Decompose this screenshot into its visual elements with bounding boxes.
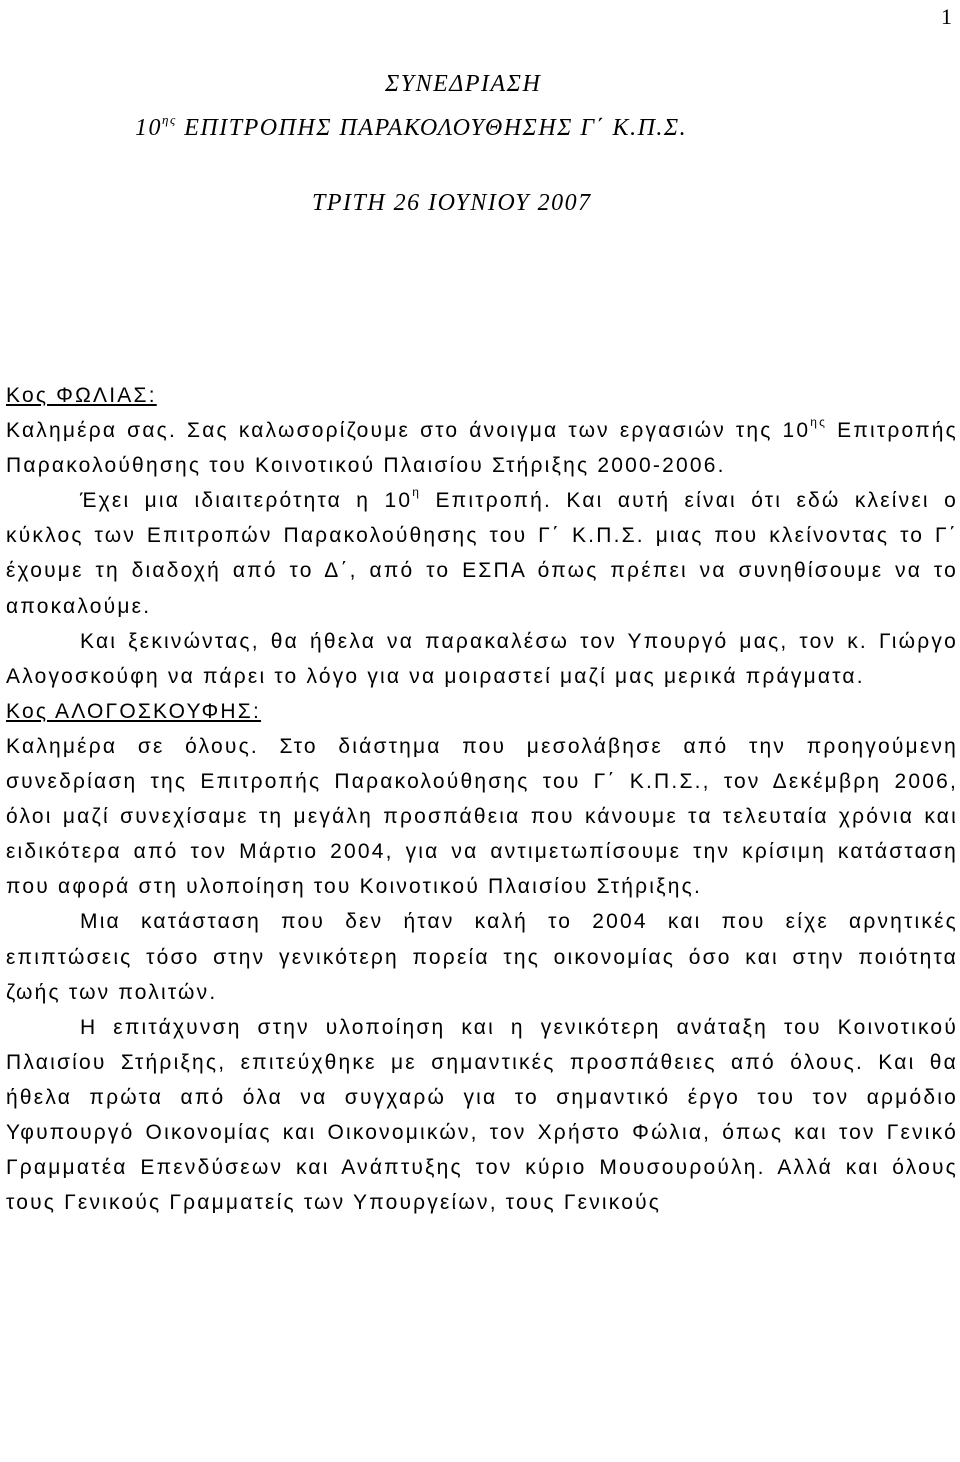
paragraph-welcome-text-b: Επιτροπής Παρακολούθησης του Κοινοτικού Πλαισίου Στήριξης 2000-2006. [6, 419, 958, 478]
paragraph-welcome [6, 413, 958, 483]
paragraph-welcome-text-a: Καλημέρα σας. Σας καλωσορίζουμε στο άνοιγμα των εργασιών της 10 [6, 419, 811, 443]
paragraph-previous-session: Καλημέρα σε όλους. Στο διάστημα που μεσολάβησε από την προηγούμενη συνεδρίαση της Επιτροπής Παρακολούθησης του Γ΄ Κ.Π.Σ., τον Δεκέμβρη 2006, όλοι μαζί συνεχίσαμε τη μεγάλη προσπάθεια που κάνουμε τα τελευταία χρόνια και ειδικότερα από τον Μάρτιο 2004, για να αντιμετωπίσουμε την κρίσιμη κατάσταση που αφορά στη υλοποίηση του Κοινοτικού Πλαισίου Στήριξης. [6, 734, 958, 899]
header-title: ΣΥΝΕΔΡΙΑΣΗ [385, 71, 542, 97]
speaker-alogoskoufis: Κος ΑΛΟΓΟΣΚΟΥΦΗΣ: [6, 699, 262, 723]
header-committee [135, 112, 688, 141]
header-committee-number: 10 [135, 115, 162, 141]
paragraph-peculiarity-suffix: η [412, 485, 422, 500]
speaker-foliass: Κος ΦΩΛΙΑΣ: [6, 384, 157, 407]
paragraph-situation-2004: Μια κατάσταση που δεν ήταν καλή το 2004 και που είχε αρνητικές επιπτώσεις τόσο στην γενικότερη πορεία της οικονομίας όσο και στην ποιότητα ζωής των πολιτών. [6, 910, 958, 1004]
paragraph-acceleration: Η επιτάχυνση στην υλοποίηση και η γενικότερη ανάταξη του Κοινοτικού Πλαισίου Στήριξης, επιτεύχθηκε με σημαντικές προσπάθειες από όλους. Και θα ήθελα πρώτα από όλα να συγχαρώ για το σημαντικό έργο του τον αρμόδιο Υφυπουργό Οικονομίας και Οικονομικών, τον Χρήστο Φώλια, όπως και τον Γενικό Γραμματέα Επενδύσεων και Ανάπτυξης τον κύριο Μουσουρούλη. Αλλά και όλους τους Γενικούς Γραμματείς των Υπουργείων, τους Γενικούς [6, 1015, 958, 1215]
header-committee-name: ΕΠΙΤΡΟΠΗΣ ΠΑΡΑΚΟΛΟΥΘΗΣΗΣ Γ΄ Κ.Π.Σ. [176, 115, 688, 141]
page-number: 1 [941, 4, 952, 29]
header-date: ΤΡΙΤΗ 26 ΙΟΥΝΙΟΥ 2007 [312, 190, 592, 216]
paragraph-welcome-suffix: ης [810, 415, 828, 430]
transcript-body [6, 378, 958, 1220]
header-committee-suffix: ης [162, 112, 177, 127]
paragraph-peculiarity-text-b: Επιτροπή. Και αυτή είναι ότι εδώ κλείνει ο κύκλος των Επιτροπών Παρακολούθησης του Γ΄ Κ.Π.Σ. μιας που κλείνοντας το Γ΄ έχουμε τη διαδοχή από το Δ΄, από το ΕΣΠΑ όπως πρέπει να συνηθίσουμε να το αποκαλούμε. [6, 489, 958, 618]
paragraph-peculiarity [6, 483, 958, 623]
paragraph-invitation: Και ξεκινώντας, θα ήθελα να παρακαλέσω τον Υπουργό μας, τον κ. Γιώργο Αλογοσκούφη να πάρει το λόγο για να μοιραστεί μαζί μας μερικά πράγματα. [6, 629, 958, 688]
paragraph-peculiarity-text-a: Έχει μια ιδιαιτερότητα η 10 [80, 489, 413, 513]
